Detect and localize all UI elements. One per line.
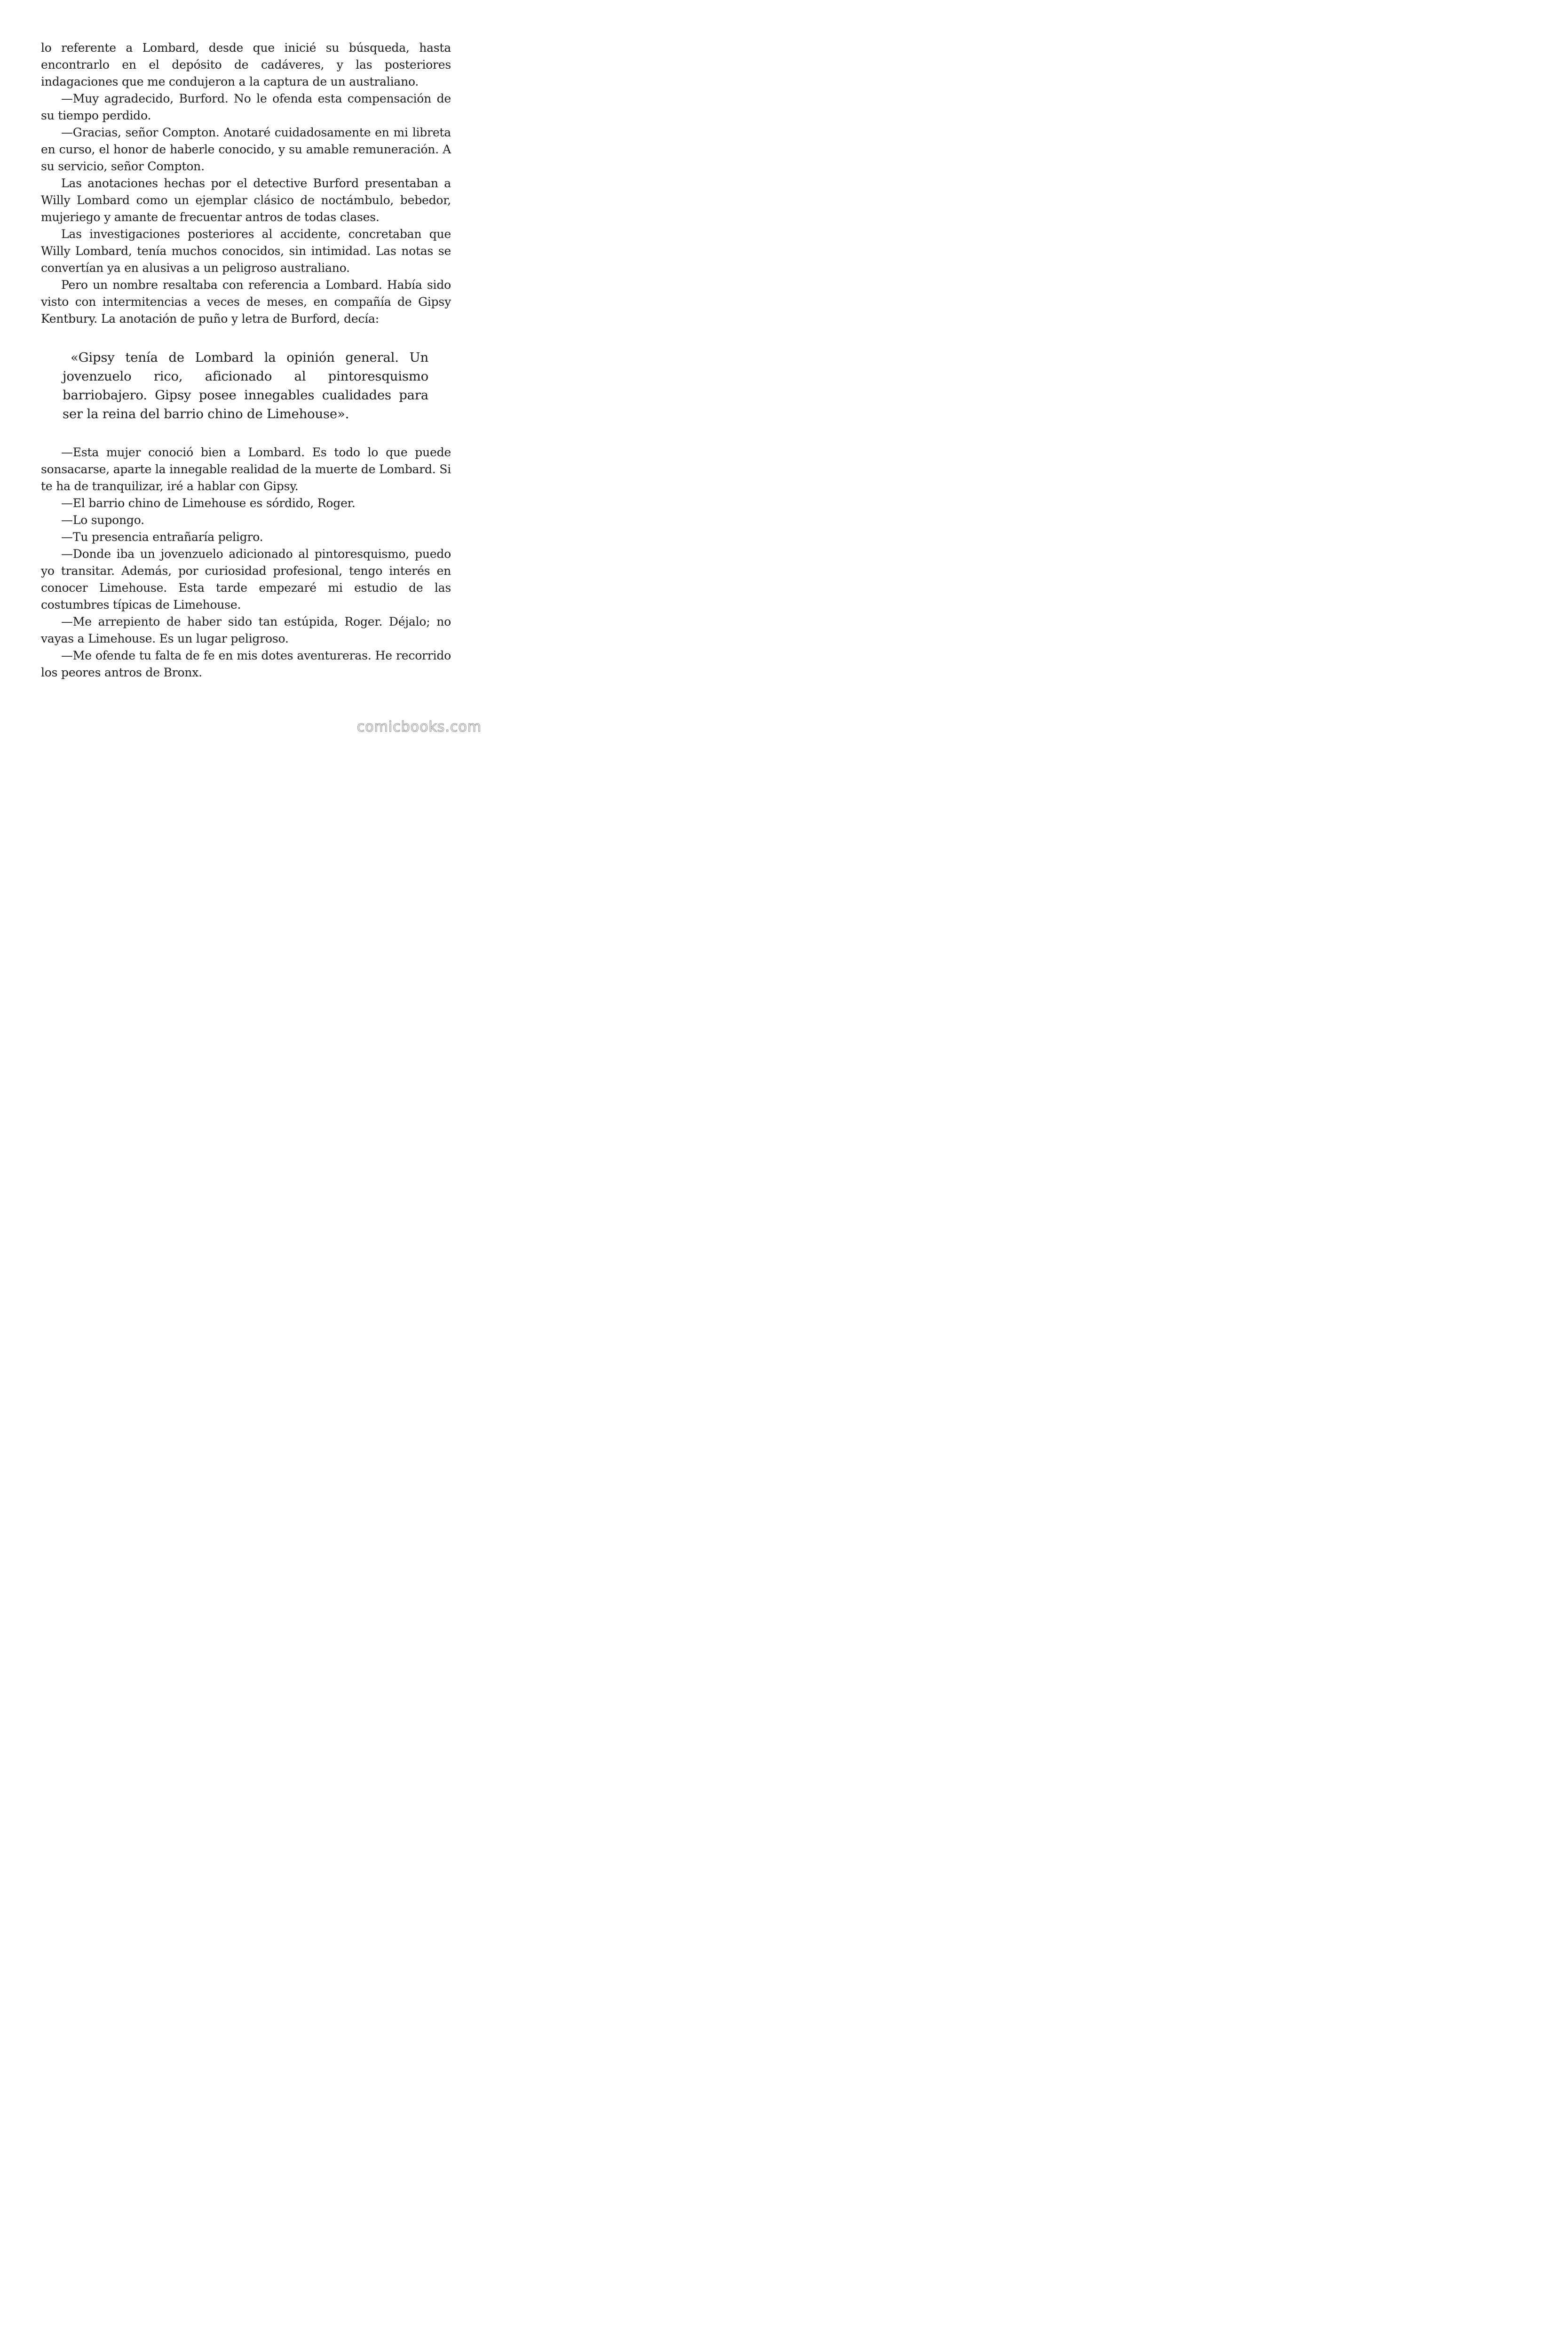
paragraph: lo referente a Lombard, desde que inicié su búsqueda, hasta encontrarlo en el depósito de cadáveres, y las posteriores indagaciones que me condujeron a la captura de un australiano. bbox=[41, 41, 451, 88]
watermark: comicbooks.com bbox=[356, 719, 482, 735]
paragraph: Las investigaciones posteriores al accidente, concretaban que Willy Lombard, tenía muchos conocidos, sin intimidad. Las notas se convertían ya en alusivas a un peligroso australiano. bbox=[41, 227, 451, 275]
paragraph: Pero un nombre resaltaba con referencia a Lombard. Había sido visto con intermitencias a veces de meses, en compañía de Gipsy Kentbury. La anotación de puño y letra de Burford, decía: bbox=[41, 278, 451, 326]
paragraph: —Me arrepiento de haber sido tan estúpida, Roger. Déjalo; no vayas a Limehouse. Es un lugar peligroso. bbox=[41, 615, 451, 645]
paragraph: Las anotaciones hechas por el detective Burford presentaban a Willy Lombard como un ejemplar clásico de noctámbulo, bebedor, mujeriego y amante de frecuentar antros de todas clases. bbox=[41, 176, 451, 224]
paragraph: —Me ofende tu falta de fe en mis dotes aventureras. He recorrido los peores antros de Bronx. bbox=[41, 649, 451, 679]
paragraph: —Tu presencia entrañaría peligro. bbox=[61, 530, 263, 544]
paragraph: —Gracias, señor Compton. Anotaré cuidadosamente en mi libreta en curso, el honor de haberle conocido, y su amable remuneración. A su servicio, señor Compton. bbox=[41, 126, 451, 173]
paragraph: —Lo supongo. bbox=[61, 513, 144, 527]
paragraph: —Muy agradecido, Burford. No le ofenda esta compensación de su tiempo perdido. bbox=[41, 92, 451, 122]
paragraph: —Esta mujer conoció bien a Lombard. Es todo lo que puede sonsacarse, aparte la innegable realidad de la muerte de Lombard. Si te ha de tranquilizar, iré a hablar con Gipsy. bbox=[41, 445, 451, 493]
paragraph: —El barrio chino de Limehouse es sórdido, Roger. bbox=[61, 496, 356, 510]
block-quote: «Gipsy tenía de Lombard la opinión general. Un jovenzuelo rico, aficionado al pintoresquismo barriobajero. Gipsy posee innegables cualidades para ser la reina del barrio chino de Limehouse». bbox=[63, 350, 428, 421]
paragraph: —Donde iba un jovenzuelo adicionado al pintoresquismo, puedo yo transitar. Además, por curiosidad profesional, tengo interés en conocer Limehouse. Esta tarde empezaré mi estudio de las costumbres típicas de Limehouse. bbox=[41, 547, 451, 612]
book-page bbox=[41, 40, 451, 681]
